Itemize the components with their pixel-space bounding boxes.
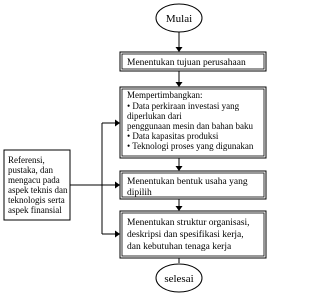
step4-line-1: Menentukan struktur organisasi, [127,218,250,228]
reference-line-4: aspek teknis dan [8,185,68,195]
step2-node [120,87,266,158]
arrowhead-reference-step2 [115,120,120,127]
step2-line-5: • Teknologi proses yang digunakan [127,141,254,151]
step2-line-1: • Data perkiraan investasi yang [127,101,240,111]
reference-line-3: mengacu pada [8,175,60,185]
reference-line-2: pustaka, dan [8,165,53,175]
reference-node [4,150,70,220]
step3-line-1: Menentukan bentuk usaha yang [127,177,248,187]
reference-line-6: aspek finansial [8,205,62,215]
step4-line-2: deskripsi dan spesifikasi kerja, [127,230,244,240]
step4-node [120,211,266,258]
reference-line-5: teknologis serta [8,195,65,205]
start-label: Mulai [165,13,193,25]
step2-title: Mempertimbangkan: [127,90,203,100]
arrowhead-step3 [176,166,183,171]
step3-node [120,171,266,199]
end-label: selesai [164,273,194,285]
step2-line-3: penggunaan mesin dan bahan baku [127,121,253,131]
arrowhead-reference-step4 [115,231,120,238]
arrowhead-step1 [176,47,183,52]
start-node [156,4,202,32]
reference-line-1: Referensi, [8,155,45,165]
step1-node [120,52,266,71]
step1-label: Menentukan tujuan perusahaan [127,58,246,68]
arrowhead-step2 [176,82,183,87]
step4-line-3: dan kebutuhan tenaga kerja [127,242,232,252]
arrowhead-reference-step3 [115,182,120,189]
step3-line-2: dipilih [127,188,152,198]
step2-line-2: diperlukan dari [127,111,182,121]
arrowhead-step4 [176,206,183,211]
step2-line-4: • Data kapasitas produksi [127,131,219,141]
end-node [156,264,202,292]
